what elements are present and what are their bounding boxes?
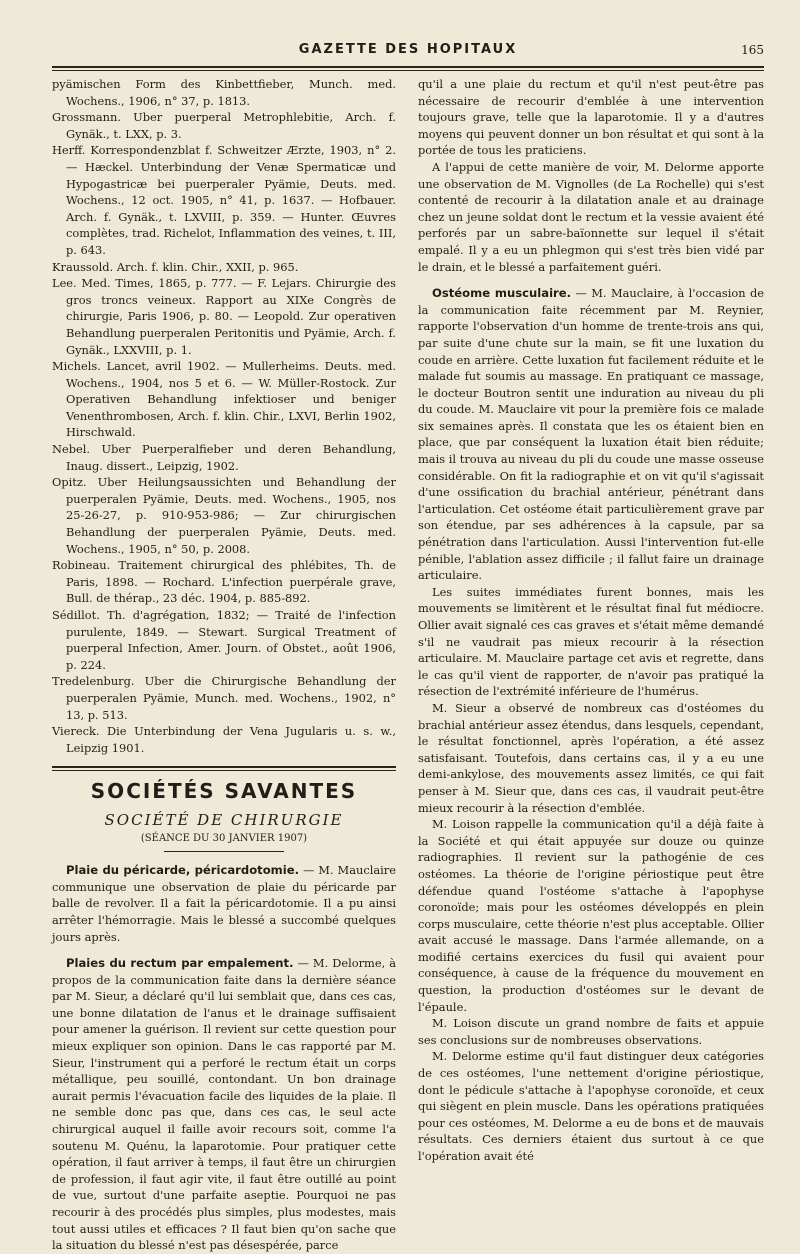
running-header [52,40,764,62]
reference-entry: Tredelenburg. Uber die Chirurgische Behandlung der puerperalen Pyämie, Munch. med. Wochens., 1902, n° 13, p. 513. [52,674,396,722]
reference-entry: Viereck. Die Unterbindung der Vena Jugularis u. s. w., Leipzig 1901. [52,724,396,755]
reference-entry: Sédillot. Th. d'agrégation, 1832; — Traité de l'infection purulente, 1849. — Stewart. Surgical Treatment of puerperal Infection, Amer. Journ. of Obstet., août 1906, p. 224. [52,608,396,672]
reference-entry: Opitz. Uber Heilungsaussichten und Behandlung der puerperalen Pyämie, Deuts. med. Wochens., 1905, nos 25-26-27, p. 910-953-986; — Zur chirurgischen Behandlung der puerperalen Pyämie, Deuts. med. Wochens., 1905, n° 50, p. 2008. [52,475,396,556]
article-text: — M. Mauclaire communique une observation de plaie du péricarde par balle de revolver. Il a fait la péricardotomie. Il a pu ainsi arrêter l'hémorragie. Mais le blessé a succombé quelques jours après. [52,863,396,944]
article-paragraph [418,700,764,816]
society-title: SOCIÉTÉ DE CHIRURGIE [104,810,344,829]
article-paragraph [418,1048,764,1164]
article-heading: Plaie du péricarde, péricardotomie. [66,863,299,878]
article-paragraph [418,1015,764,1048]
paragraph-gap [418,275,764,285]
article-paragraph [418,76,764,159]
article-paragraph [52,862,396,945]
session-date: (SÉANCE DU 30 JANVIER 1907) [140,832,308,844]
paragraph-gap [52,945,396,955]
reference-entry: Kraussold. Arch. f. klin. Chir., XXII, p. 965. [52,259,299,274]
reference-entry: pyämischen Form des Kinbettfieber, Munch. med. Wochens., 1906, n° 37, p. 1813. [52,77,396,108]
reference-entry: Grossmann. Uber puerperal Metrophlebitie, Arch. f. Gynäk., t. LXX, p. 3. [52,110,396,141]
header-rule-thin [52,70,764,71]
reference-entry: Herff. Korrespondenzblat f. Schweitzer Ærzte, 1903, n° 2. — Hæckel. Unterbindung der Venæ Spermaticæ und Hypogastricæ bei puerperaler Pyämie, Deuts. med. Wochens., 12 oct. 1905, n° 41, p. 1637. — Hofbauer. Arch. f. Gynäk., t. LXVIII, p. 359. — Hunter. Œuvres complètes, trad. Richelot, Inflammation des veines, t. III, p. 643. [52,143,396,257]
article-text: A l'appui de cette manière de voir, M. Delorme apporte une observation de M. Vignolles (de La Rochelle) qui s'est contenté de recourir à la dilatation anale et au drainage chez un jeune soldat dont le rectum et la vessie avaient été perforés par un sabre-baïonnette sur lequel il s'était empalé. Il y a eu un phlegmon qui s'est très bien vidé par le drain, et le blessé a parfaitement guéri. [418,159,764,274]
article-text: M. Sieur a observé de nombreux cas d'ostéomes du brachial antérieur assez étendus, dans lesquels, cependant, le résultat fonctionnel, après l'opération, a été assez satisfaisant. Toutefois, dans certains cas, il y a eu une demi-ankylose, des mouvements assez limités, ce qui fait penser à M. Sieur que, dans ces cas, il vaudrait peut-être mieux recourir à la résection d'emblée. [418,700,764,815]
section-title: SOCIÉTÉS SAVANTES [90,779,358,804]
article-paragraph [418,584,764,700]
article-text: — M. Mauclaire, à l'occasion de la communication faite récemment par M. Reynier, rapporte l'observation d'un homme de trente-trois ans qui, par suite d'une chute sur la main, se fit une luxation du coude en arrière. Cette luxation fut facilement réduite et le malade fut soumis au massage. En pratiquant ce massage, le docteur Boutron sentit une induration au niveau du pli du coude. M. Mauclaire vit pour la première fois ce malade six semaines après. Il constata que les os étaient bien en place, que par conséquent la luxation était bien réduite; mais il trouva au niveau du pli du coude une masse osseuse considérable. On fit la radiographie et on vit qu'il s'agissait d'une ossification du brachial antérieur, pénétrant dans l'articulation. Cet ostéome était particulièrement grave par son étendue, par ses adhérences à la capsule, par sa pénétration dans l'articulation. Aussi l'intervention fut-elle pénible, l'ablation assez difficile ; il fallut faire un drainage articulaire. [418,286,764,583]
left-articles [52,862,396,1254]
article-paragraph [52,955,396,1254]
article-paragraph [418,285,764,584]
reference-entry: Robineau. Traitement chirurgical des phlébites, Th. de Paris, 1898. — Rochard. L'infection puerpérale grave, Bull. de thérap., 23 déc. 1904, p. 885-892. [52,558,396,606]
header-rule [52,66,764,68]
article-text: qu'il a une plaie du rectum et qu'il n'est peut-être pas nécessaire de recourir d'emblée à une intervention toujours grave, telle que la laparotomie. Il y a d'autres moyens qui peuvent donner un bon résultat et qui sont à la portée de tous les praticiens. [418,77,764,158]
article-text: M. Loison discute un grand nombre de faits et appuie ses conclusions sur de nombreuses observations. [418,1016,764,1047]
bibliography-list [52,76,396,756]
reference-entry: Michels. Lancet, avril 1902. — Mullerheims. Deuts. med. Wochens., 1904, nos 5 et 6. — W. Müller-Rostock. Zur Operativen Behandlung infektioser und beniger Venenthrombosen, Arch. f. klin. Chir., LXVI, Berlin 1902, Hirschwald. [52,359,396,440]
page-number: 165 [741,43,764,57]
journal-title: GAZETTE DES HOPITAUX [298,42,518,57]
article-heading: Ostéome musculaire. [432,286,572,301]
right-articles [418,76,764,1165]
section-rule-thin [52,770,396,771]
right-column [418,76,764,1166]
reference-entry: Nebel. Uber Puerperalfieber und deren Behandlung, Inaug. dissert., Leipzig, 1902. [52,442,396,473]
left-column [52,76,397,1253]
section-rule [52,766,396,768]
reference-entry: Lee. Med. Times, 1865, p. 777. — F. Lejars. Chirurgie des gros troncs veineux. Rapport au XIXe Congrès de chirurgie, Paris 1906, p. 80. — Leopold. Zur operativen Behandlung puerperalen Peritonitis und Pyämie, Arch. f. Gynäk., LXXVIII, p. 1. [52,276,396,357]
article-text: — M. Delorme, à propos de la communication faite dans la dernière séance par M. Sieur, a déclaré qu'il lui semblait que, dans ces cas, une bonne dilatation de l'anus et le drainage suffisaient pour amener la guérison. Il revient sur cette question pour mieux expliquer son opinion. Dans le cas rapporté par M. Sieur, l'instrument qui a perforé le rectum était un corps métallique, peu souillé, contondant. Un bon drainage aurait permis l'évacuation facile des liquides de la plaie. Il ne semble donc pas que, dans ces cas, le seul acte chirurgical auquel il faille avoir recours soit, comme l'a soutenu M. Quénu, la laparotomie. Pour pratiquer cette opération, il faut arriver à temps, il faut être un chirurgien de profession, il faut agir vite, il faut être outillé au point de vue, surtout d'une parfaite aseptie. Pourquoi ne pas recourir à des procédés plus simples, plus modestes, mais tout aussi utiles et efficaces ? Il faut bien qu'on sache que la situation du blessé n'est pas désespérée, parce [52,956,397,1253]
article-paragraph [418,816,764,1015]
article-text: M. Delorme estime qu'il faut distinguer deux catégories de ces ostéomes, l'une nettement d'origine périostique, dont le pédicule s'attache à l'apophyse coronoïde, et ceux qui siègent en plein muscle. Dans les opérations pratiquées pour ces ostéomes, M. Delorme a eu de bons et de mauvais résultats. Ces derniers étaient dus surtout à ce que l'opération avait été [418,1049,764,1163]
article-text: M. Loison rappelle la communication qu'il a déjà faite à la Société et qui était appuyée sur douze ou quinze radiographies. Il revient sur la pathogénie de ces ostéomes. La théorie de l'origine périostique peut être défendue quand l'ostéome s'attache à l'apophyse coronoïde; mais pour les ostéomes développés en plein corps musculaire, cette théorie n'est plus acceptable. Ollier avait accusé le massage. Dans l'armée allemande, on a modifié certains exercices du fusil qui avaient pour conséquence, à cause de la fréquence du mouvement en question, la production d'ostéomes sur le devant de l'épaule. [418,817,764,1014]
article-text: Les suites immédiates furent bonnes, mais les mouvements se limitèrent et le résultat final fut médiocre. Ollier avait signalé ces cas graves et s'était même demandé s'il ne vaudrait pas mieux recourir à la résection articulaire. M. Mauclaire partage cet avis et regrette, dans le cas qu'il vient de rapporter, de n'avoir pas pratiqué la résection de l'extrémité inférieure de l'humérus. [418,584,764,699]
article-heading: Plaies du rectum par empalement. [66,956,294,971]
article-paragraph [418,159,764,275]
divider [164,851,284,852]
